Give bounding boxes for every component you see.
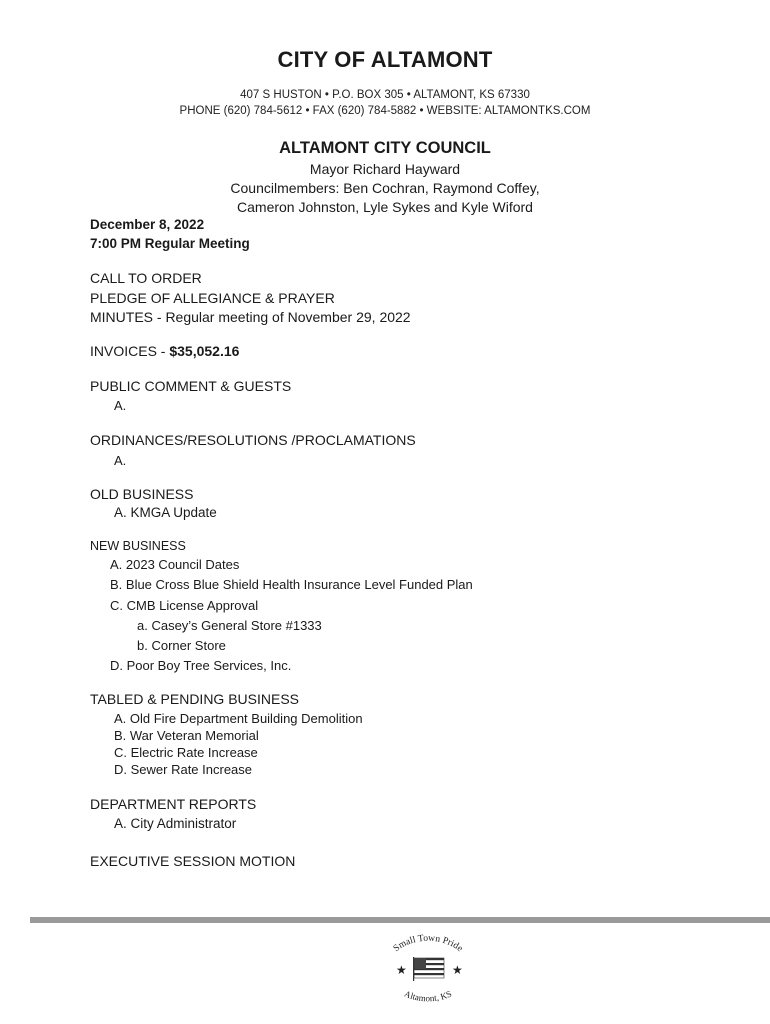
old-business-heading: OLD BUSINESS bbox=[90, 486, 194, 502]
list-item: C. CMB License Approval bbox=[110, 598, 259, 613]
executive-session-heading: EXECUTIVE SESSION MOTION bbox=[90, 853, 296, 869]
contact-line: PHONE (620) 784-5612 • FAX (620) 784-5882 • WEBSITE: ALTAMONTKS.COM bbox=[179, 105, 591, 117]
footer-divider bbox=[30, 917, 770, 923]
pledge-of-allegiance: PLEDGE OF ALLEGIANCE & PRAYER bbox=[90, 290, 335, 306]
logo-top-text: Small Town Pride bbox=[391, 933, 465, 955]
department-reports-heading: DEPARTMENT REPORTS bbox=[90, 796, 257, 812]
invoices-line bbox=[90, 343, 239, 359]
public-comment-heading: PUBLIC COMMENT & GUESTS bbox=[90, 378, 292, 394]
list-item: b. Corner Store bbox=[137, 638, 226, 653]
councilmembers-line-2: Cameron Johnston, Lyle Sykes and Kyle Wiford bbox=[237, 199, 533, 215]
ordinances-heading: ORDINANCES/RESOLUTIONS /PROCLAMATIONS bbox=[90, 432, 416, 448]
councilmembers-line-1: Councilmembers: Ben Cochran, Raymond Coffey, bbox=[230, 180, 540, 196]
minutes-line: MINUTES - Regular meeting of November 29, 2022 bbox=[90, 309, 411, 325]
call-to-order: CALL TO ORDER bbox=[90, 270, 202, 286]
meeting-date: December 8, 2022 bbox=[90, 217, 205, 232]
list-item: a. Casey’s General Store #1333 bbox=[137, 618, 322, 633]
list-item: C. Electric Rate Increase bbox=[114, 745, 258, 760]
list-item: A. bbox=[114, 398, 127, 413]
mayor-line: Mayor Richard Hayward bbox=[309, 161, 461, 177]
list-item: D. Sewer Rate Increase bbox=[114, 762, 253, 777]
list-item: B. Blue Cross Blue Shield Health Insurance Level Funded Plan bbox=[110, 577, 473, 592]
tabled-heading: TABLED & PENDING BUSINESS bbox=[90, 691, 300, 707]
list-item: A. 2023 Council Dates bbox=[110, 557, 240, 572]
american-flag-icon bbox=[413, 957, 444, 981]
invoices-amount: $35,052.16 bbox=[169, 343, 240, 359]
star-icon: ★ bbox=[396, 963, 407, 977]
list-item: B. War Veteran Memorial bbox=[114, 728, 259, 743]
small-town-pride-logo bbox=[380, 930, 476, 1010]
list-item: D. Poor Boy Tree Services, Inc. bbox=[110, 658, 292, 673]
city-title: CITY OF ALTAMONT bbox=[277, 47, 493, 72]
star-icon: ★ bbox=[452, 963, 463, 977]
address-line: 407 S HUSTON • P.O. BOX 305 • ALTAMONT, KS 67330 bbox=[240, 89, 530, 101]
list-item: A. KMGA Update bbox=[114, 505, 217, 520]
list-item: A. City Administrator bbox=[114, 816, 237, 831]
new-business-heading: NEW BUSINESS bbox=[90, 539, 186, 553]
list-item: A. bbox=[114, 453, 127, 468]
council-title: ALTAMONT CITY COUNCIL bbox=[279, 139, 491, 157]
meeting-time: 7:00 PM Regular Meeting bbox=[90, 236, 250, 251]
list-item: A. Old Fire Department Building Demolition bbox=[114, 711, 363, 726]
invoices-label: INVOICES - bbox=[90, 343, 170, 359]
logo-bottom-text: Altamont, KS bbox=[402, 988, 454, 1004]
